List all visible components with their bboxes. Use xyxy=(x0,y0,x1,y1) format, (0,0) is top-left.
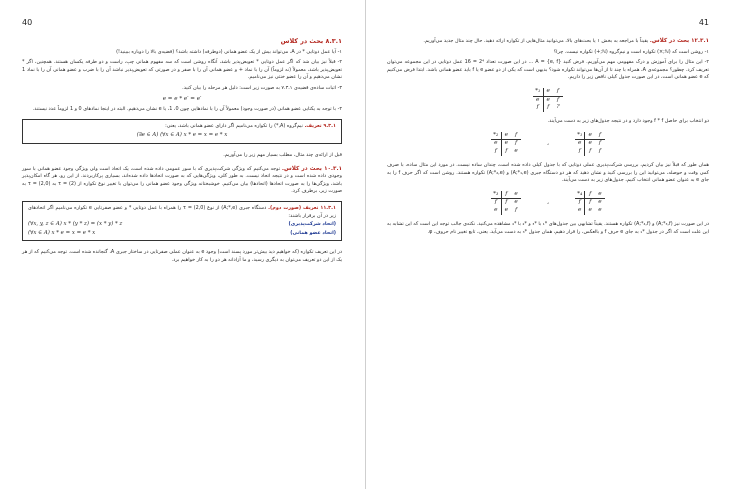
table-cell: e xyxy=(588,140,592,147)
row-header: f xyxy=(575,148,585,156)
page-number: 41 xyxy=(698,18,709,27)
row-header: f xyxy=(491,148,501,156)
paragraph: در این تعریف تکواره (که خواهیم دید بیش‌تر مورد پسند است) وجود e به عنوان عملی صفرتایی در ساختار جبری A، گنجانده شده است. توجه می‌کنیم که از هر یک از این دو تعریف می‌توان به دیگری رسید، و ما آزادانه هر دو را به کار خواهیم برد. xyxy=(22,249,342,263)
identity-label: (اتحاد عضو همانی) xyxy=(290,229,336,236)
definition-text: دستگاه جبری (A;*,e) از نوع (2,0) = τ را همراه با عمل دوتایی * و عضو صفرتایی e تکواره می‌نامیم اگر اتحادهای زیر در آن برقرار باشند: xyxy=(28,204,336,219)
table-cell: f xyxy=(589,199,592,206)
table-cell: f xyxy=(505,148,508,155)
paragraph: قبل از ارائه‌ی چند مثال، مطلب بسیار مهم زیر را می‌آوریم. xyxy=(223,151,342,158)
table-cell: e xyxy=(504,140,508,147)
column-header: f xyxy=(501,191,511,199)
paragraph: ۴- با توجه به یکتایی عضو همانی (در صورت وجود) معمولاً آن را با نمادهایی چون 0، 1، یا e نشان می‌دهیم. البته در اینجا نمادهای 0 و 1 لزوماً عدد نیستند. xyxy=(32,106,342,113)
cayley-table xyxy=(575,132,605,156)
row-header: f xyxy=(533,104,543,112)
column-header: e xyxy=(543,88,553,96)
operation-symbol: *₃ xyxy=(491,191,501,199)
operation-symbol: *₁ xyxy=(575,132,585,140)
definition-title: ۹.۳.۱ تعریف. xyxy=(304,122,336,129)
page-number: 40 xyxy=(22,18,33,27)
paragraph: همان طور که قبلاً نیز بیان کردیم، بررسی شرکت‌پذیری عملی دوتایی که با جدول کیلی داده شده است، چندان ساده نیست. در مورد این مثال ساده، با صرف کمی وقت و حوصله، می‌توانید این را بررسی کنید و نشان دهید که هر دو دستگاه جبری (A;*₁,e) و (A;*₂,e) تکواره هستند. روشن است که اگر حرف f را به جای e به عنوان عضو همانی انتخاب کنیم، جدول‌های زیر به دست می‌آیند. xyxy=(387,161,709,184)
column-header: f xyxy=(553,88,563,96)
table-cell: e xyxy=(504,207,508,214)
column-header: e xyxy=(585,132,595,140)
definition-box xyxy=(22,201,342,241)
table-cell: e xyxy=(514,199,518,206)
equation: (∃e ∈ A) (∀x ∈ A) x * e = x = e * x xyxy=(136,132,228,139)
table-cell: e xyxy=(546,96,550,103)
row-header: f xyxy=(491,199,501,207)
row-header: e xyxy=(575,207,585,215)
column-header: f xyxy=(511,132,521,140)
paragraph: در این صورت نیز (A;*₃,f) و (A;*₄,f) تکواره هستند. یقیناً تشابهی بین جدول‌های *₁ با *₃ و *₂ با *₄ مشاهده می‌کنید. نکته‌ی جالب توجه این است که این تشابه به این علت است که اگر در جدول *₁ به جای e حرف f و بالعکس، را قرار دهیم، همان جدول *₃ به دست می‌آید. یعنی، تابع تغییر نام حروف، φ. xyxy=(387,220,710,235)
row-header: e xyxy=(533,96,543,104)
paragraph: یقیناً با مراجعه به بخش ۱ یا بحث‌های بالا، می‌توانید مثال‌هایی از تکواره ارائه دهید. حال چند مثال جدید می‌آوریم. xyxy=(423,38,649,44)
row-header: e xyxy=(491,140,501,148)
paragraph: ۱- روشن است که (ℕ;×) تکواره است و نیم‌گروه (ℕ;+) تکواره نیست. چرا؟ xyxy=(553,48,709,55)
table-cell: f xyxy=(547,104,550,111)
column-header: e xyxy=(501,132,511,140)
equation: e = e * e′ = e′ xyxy=(162,95,202,102)
identity-row xyxy=(28,230,336,238)
table-cell: f xyxy=(598,140,602,147)
table-cell: f xyxy=(505,199,508,206)
discussion-block xyxy=(387,38,709,46)
operation-symbol: *₂ xyxy=(491,132,501,140)
column-header: e xyxy=(595,191,605,199)
table-cell: f xyxy=(556,96,560,103)
definition-box xyxy=(22,119,342,144)
left-page-text xyxy=(22,38,342,267)
operation-symbol: *₁ xyxy=(533,88,543,96)
operation-symbol: *₄ xyxy=(575,191,585,199)
cayley-table xyxy=(575,191,605,215)
separator: ، xyxy=(547,140,549,148)
row-header: e xyxy=(575,140,585,148)
cayley-table-group xyxy=(387,88,709,112)
cayley-table-group xyxy=(387,132,709,156)
cayley-table xyxy=(533,88,563,112)
identity-label: (اتحاد شرکت‌پذیری) xyxy=(288,221,336,228)
section-heading: ۱۲.۳.۱ بحث در کلاس. xyxy=(649,38,709,44)
cayley-table xyxy=(491,132,521,156)
paragraph: دو انتخاب برای حاصل f * f وجود دارد و در نتیجه جدول‌های زیر به دست می‌آیند. xyxy=(547,118,709,125)
table-cell: e xyxy=(588,207,592,214)
cayley-table xyxy=(491,191,521,215)
identity-row xyxy=(28,221,336,229)
equation: (∀x ∈ A) x * e = x = e * x xyxy=(28,229,96,236)
row-header: e xyxy=(491,207,501,215)
equation: (∀x, y, z ∈ A) x * (y * z) = (x * y) * z xyxy=(28,221,123,228)
cayley-table-group xyxy=(387,191,709,215)
separator: ، xyxy=(547,199,549,207)
row-header: f xyxy=(575,199,585,207)
table-cell: f xyxy=(598,148,602,155)
definition-text: نیم‌گروه (A,*) را تکواره می‌نامیم اگر دارای عضو همانی باشد، یعنی: xyxy=(165,122,303,129)
table-cell: e xyxy=(598,199,602,206)
column-header: f xyxy=(585,191,595,199)
right-page-text xyxy=(387,38,709,239)
table-cell: e xyxy=(598,207,602,214)
table-cell: ? xyxy=(556,104,560,111)
paragraph: ۱- آیا عمل دوتایی * در A، می‌تواند بیش از یک عضو همانی (دوطرفه) داشته باشد؟ (قضیه‌ی بالا را دوباره ببینید!) xyxy=(116,48,342,55)
definition-title: ۱۱.۳.۱ تعریف (صورت دوم). xyxy=(268,204,336,211)
paragraph: ۲- قبلاً نیز بیان شد که اگر عمل دوتایی * تعویض‌پذیر باشد، آنگاه روشن است که سه مفهوم همانی چپ، راست و دو طرفه یکسان هستند. همچنین، اگر * تعویض‌پذیر باشد، معمولاً (نه لزوماً) آن را با نماد + و عضو همانی آن را با صفر و در صورتی که تعویض‌پذیر نباشد آن را با ضرب و عضو همانی آن را با نماد 1 نشان می‌دهیم و آن را عضو خنثی نیز می‌نامیم. xyxy=(22,59,342,81)
table-cell: f xyxy=(589,148,592,155)
column-header: e xyxy=(511,191,521,199)
right-page xyxy=(367,0,733,489)
table-cell: f xyxy=(514,140,518,147)
table-cell: e xyxy=(514,148,518,155)
column-header: f xyxy=(595,132,605,140)
discussion-block xyxy=(22,166,342,196)
section-heading: ۸.۳.۱ بحث در کلاس xyxy=(280,37,342,45)
paragraph: ۲- این مثال را برای آموزش و درک مفهومی مهم می‌آوریم. فرض کنید A = {e, f} ... در این صورت تعداد 2⁴ = 16 عمل دوتایی در این مجموعه می‌توان تعریف کرد. چطور؟ مجموعه‌ی A، همراه با چند تا از آن‌ها می‌تواند تکواره شود؟ بدیهی است که یکی از دو عضو e یا f باید عضو همانی باشد. ابتدا فرض می‌کنیم که e عضو همانی است، در این صورت جدول کیلی ناقص زیر را داریم. xyxy=(387,59,709,81)
left-page xyxy=(0,0,366,489)
paragraph: توجه می‌کنیم که ویژگی شرکت‌پذیری که با سور عمومی داده شده است، یک اتحاد است ولی ویژگی وجود عضو همانی با سور وجودی داده شده است و در نتیجه اتحاد نیست. به طور کلی، ویژگی‌هایی که به صورت اتحادها داده شده‌اند، بسیاری پرکاربردند. از این رو، هر گاه امکان‌پذیر باشد، ویژگی‌ها را به صورت اتحادها (اتحادها) بیان می‌کنیم. خوشبختانه ویژگی وجود عضو همانی را می‌توان با تغییر نوع تکواره از (2) = τ به (2,0) = τ به صورت زیر، برطرف کرد. xyxy=(22,165,342,195)
section-heading: ۱۰.۳.۱ بحث در کلاس. xyxy=(281,165,342,172)
table-cell: f xyxy=(514,207,518,214)
paragraph: ۳- اثبات ساده‌ی قضیه‌ی ۷.۳.۱ به صورت زیر است: دلیل هر مرحله را بیان کنید. xyxy=(182,84,342,91)
